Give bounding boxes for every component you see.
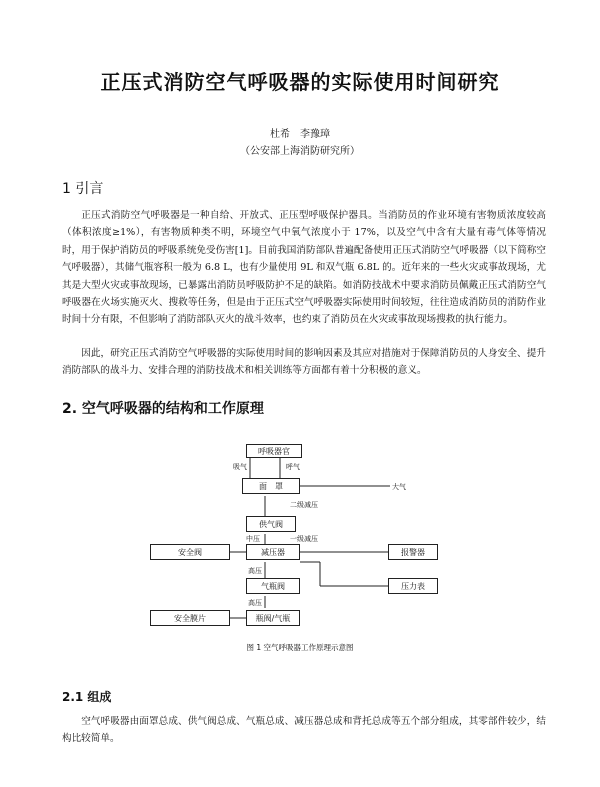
- box-mask: 面 罩: [242, 478, 300, 494]
- box-safety-valve: 安全阀: [150, 544, 230, 560]
- label-stage1: 一级减压: [290, 535, 318, 543]
- section-2-1-heading: 2.1 组成: [62, 690, 112, 704]
- label-exhale: 呼气: [286, 463, 300, 471]
- box-reducer: 减压器: [246, 544, 300, 560]
- box-cylinder-valve: 气瓶阀: [246, 578, 300, 594]
- box-respiratory: 呼吸器官: [246, 444, 302, 458]
- section-1-heading: 1 引言: [62, 181, 104, 197]
- label-medium: 中压: [246, 535, 260, 543]
- figure-1-diagram: [150, 440, 450, 640]
- box-alarm: 报警器: [388, 544, 438, 560]
- label-atmosphere: 大气: [392, 483, 406, 491]
- paper-affiliation: （公安部上海消防研究所）: [240, 146, 360, 157]
- section-2-heading: 2. 空气呼吸器的结构和工作原理: [62, 401, 264, 417]
- section-1-paragraph-1: 正压式消防空气呼吸器是一种自给、开放式、正压型呼吸保护器具。当消防员的作业环境有害物质浓度较高（体积浓度≥1%），有害物质种类不明，环境空气中氧气浓度小于 17%，以及空气中含有大量有毒气体等情况时，用于保护消防员的呼吸系统免受伤害[1]。目前我国消防部队普遍配备使用正压式消防空气呼吸器（以下简称空气呼吸器），其储气瓶容积一般为 6.8 L，也有少量使用 9L 和双气瓶 6.8L 的。近年来的一些火灾或事故现场，尤其是大型火灾或事故现场，已暴露出消防员呼吸防护不足的缺陷。如消防技战术中要求消防员佩戴正压式消防空气呼吸器在火场实施灭火、搜救等任务，但是由于正压式空气呼吸器实际使用时间较短，往往造成消防员的消防作业时间十分有限，不但影响了消防部队灭火的战斗效率，也约束了消防员在火灾或事故现场搜救的执行能力。: [62, 210, 546, 326]
- box-gauge: 压力表: [388, 578, 438, 594]
- label-stage2: 二级减压: [290, 501, 318, 509]
- paper-authors: 杜希 李豫璋: [270, 129, 330, 140]
- paper-title: 正压式消防空气呼吸器的实际使用时间研究: [100, 70, 500, 94]
- box-supply-valve: 供气阀: [246, 516, 296, 532]
- box-safety-disc: 安全膜片: [150, 610, 230, 626]
- section-2-1-paragraph: 空气呼吸器由面罩总成、供气阀总成、气瓶总成、减压器总成和背托总成等五个部分组成，其零部件较少，结构比较简单。: [62, 716, 546, 745]
- figure-caption: 图 1 空气呼吸器工作原理示意图: [246, 643, 354, 652]
- label-inhale: 吸气: [233, 463, 247, 471]
- label-high-1: 高压: [248, 567, 262, 575]
- section-1-paragraph-2: 因此，研究正压式消防空气呼吸器的实际使用时间的影响因素及其应对措施对于保障消防员的人身安全、提升消防部队的战斗力、安排合理的消防技战术和相关训练等方面都有着十分积极的意义。: [62, 348, 546, 377]
- label-high-2: 高压: [248, 599, 262, 607]
- box-valve-bottle: 瓶阀/气瓶: [246, 610, 300, 626]
